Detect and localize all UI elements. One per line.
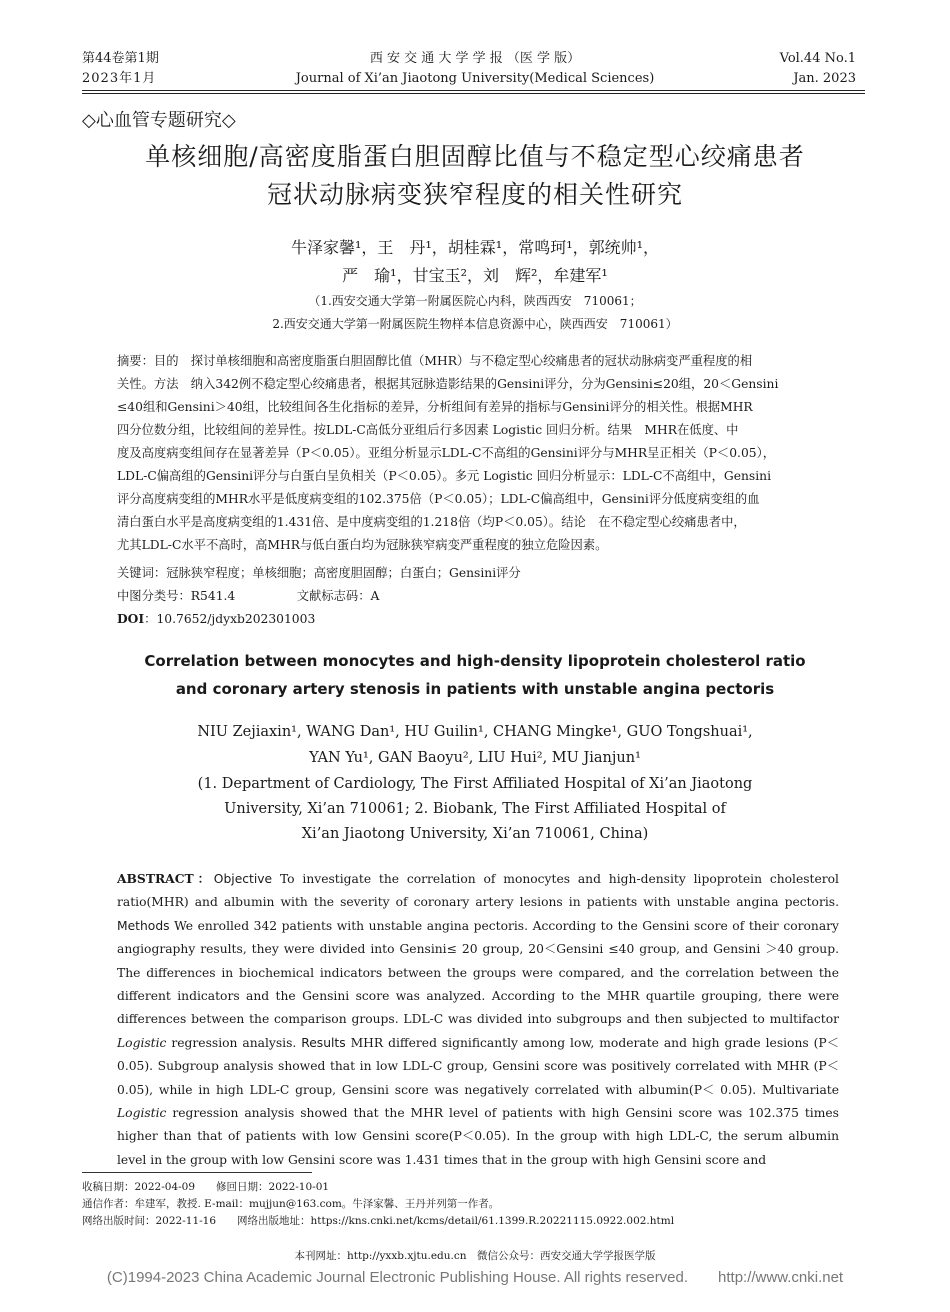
abstract-cn-line: 摘要：目的 探讨单核细胞和高密度脂蛋白胆固醇比值（MHR）与不稳定型心绞痛患者的冠状动脉病变严重程度的相 — [117, 354, 753, 368]
header-left-date: 2023年1月 — [82, 71, 157, 86]
methods-text-end: regression analysis. — [171, 1035, 297, 1050]
results-text: MHR differed significantly among low, moderate and high grade lesions (P＜0.05). Subgroup analysis showed that in low LDL-C group, Gensini score was positively correlated with MHR (P＜ 0.05), while in high LDL-C group, Gensini score was negatively correlated with albumin(P＜ 0.05). Multivariate — [117, 1035, 839, 1097]
abstract-cn-line: 四分位数分组，比较组间的差异性。按LDL-C高低分亚组后行多因素 Logistic 回归分析。结果 MHR在低度、中 — [117, 423, 739, 437]
objective-label: Objective — [213, 872, 273, 886]
abstract-cn-line: ≤40组和Gensini＞40组，比较组间各生化指标的差异，分析组间有差异的指标与Gensini评分的相关性。根据MHR — [117, 400, 753, 414]
header-right-date: Jan. 2023 — [793, 71, 856, 86]
objective-text: To investigate the correlation of monocytes and high-density lipoprotein cholesterol ratio(MHR) and albumin with the severity of coronary artery lesions in patients with unstable angina pectoris. — [117, 872, 839, 910]
classification: 中图分类号：R541.4 文献标志码：A — [117, 589, 380, 603]
header-left-volume: 第44卷第1期 — [82, 51, 159, 66]
authors-en-line2: YAN Yu¹, GAN Baoyu², LIU Hui², MU Jianjun¹ — [309, 750, 641, 766]
authors-cn-line1: 牛泽家馨¹，王 丹¹，胡桂霖¹，常鸣珂¹，郭统帅¹， — [290, 238, 660, 257]
affiliation-en-line1: (1. Department of Cardiology, The First Affiliated Hospital of Xi’an Jiaotong — [197, 776, 753, 792]
abstract-cn-line: 关性。方法 纳入342例不稳定型心绞痛患者，根据其冠脉造影结果的Gensini评分，分为Gensini≤20组，20＜Gensini — [117, 377, 779, 391]
abstract-cn-line: 评分高度病变组的MHR水平是低度病变组的102.375倍（P＜0.05）；LDL-C偏高组中，Gensini评分低度病变组的血 — [117, 492, 760, 506]
results-text-cont: regression analysis showed that the MHR level of patients with high Gensini score was 102.375 times higher than that of patients with low Gensini score(P＜0.05). In the group with high LDL-C, the serum albumin level in the group with low Gensini score was 1.431 times that in the group with high Gensini score and — [117, 1106, 839, 1167]
doi-value[interactable]: ：10.7652/jdyxb202301003 — [144, 612, 316, 626]
authors-en-line1: NIU Zejiaxin¹, WANG Dan¹, HU Guilin¹, CHANG Mingke¹, GUO Tongshuai¹, — [197, 724, 753, 740]
keywords-cn: 关键词：冠脉狭窄程度；单核细胞；高密度胆固醇；白蛋白；Gensini评分 — [117, 566, 521, 580]
title-cn-line2: 冠状动脉病变狭窄程度的相关性研究 — [266, 180, 683, 209]
footnote-online: 网络出版时间：2022-11-16 网络出版地址：https://kns.cnki.net/kcms/detail/61.1399.R.20221115.0922.002.html — [82, 1215, 675, 1227]
doi — [117, 609, 839, 627]
footnote-rule — [82, 1172, 312, 1173]
affiliation-cn-line1: （1.西安交通大学第一附属医院心内科，陕西西安 710061； — [308, 294, 642, 308]
title-en-line2: and coronary artery stenosis in patients with unstable angina pectoris — [175, 680, 775, 698]
methods-text: We enrolled 342 patients with unstable angina pectoris. According to the Gensini score of their coronary angiography results, they were divided into Gensini≤ 20 group, 20＜Gensini ≤40 group, and Gensini ＞40 group. The differences in biochemical indicators between the groups were compared, and the correlation between the different indicators and the Gensini score was analyzed. According to the MHR quartile grouping, there were differences between the comparison groups. LDL-C was divided into subgroups and then subjected to multifactor — [117, 918, 839, 1027]
footnote-dates: 收稿日期：2022-04-09 修回日期：2022-10-01 — [82, 1181, 330, 1193]
header-journal-cn: 西 安 交 通 大 学 学 报 （医 学 版） — [369, 51, 581, 66]
authors-cn-line2: 严 瑜¹，甘宝玉²，刘 辉²，牟建军¹ — [342, 266, 608, 285]
abstract-cn — [117, 350, 839, 557]
abstract-en-label: ABSTRACT： — [117, 871, 214, 886]
abstract-cn-line: LDL-C偏高组的Gensini评分与白蛋白呈负相关（P＜0.05）。多元 Logistic 回归分析显示：LDL-C不高组中，Gensini — [117, 469, 772, 483]
affiliation-en-line3: Xi’an Jiaotong University, Xi’an 710061, China) — [301, 826, 649, 842]
footnote-corresponding: 通信作者：牟建军，教授. E-mail：mujjun@163.com。牛泽家馨、王丹并列第一作者。 — [82, 1198, 500, 1210]
results-label: Results — [301, 1035, 346, 1050]
affiliation-cn-line2: 2.西安交通大学第一附属医院生物样本信息资源中心，陕西西安 710061） — [272, 317, 678, 331]
abstract-en — [117, 867, 839, 1172]
section-tag: ◇心血管专题研究◇ — [82, 110, 236, 131]
abstract-cn-line: 清白蛋白水平是高度病变组的1.431倍、是中度病变组的1.218倍（均P＜0.05）。结论 在不稳定型心绞痛患者中， — [117, 515, 746, 529]
abstract-cn-line: 度及高度病变组间存在显著差异（P＜0.05）。亚组分析显示LDL-C不高组的Gensini评分与MHR呈正相关（P＜0.05）， — [117, 446, 776, 460]
logistic-term: Logistic — [117, 1035, 167, 1050]
abstract-cn-line: 尤其LDL-C水平不高时，高MHR与低白蛋白均为冠脉狭窄病变严重程度的独立危险因素。 — [117, 538, 608, 552]
header-rule-thin — [82, 93, 865, 94]
logistic-term: Logistic — [117, 1106, 167, 1121]
copyright-watermark: (C)1994-2023 China Academic Journal Electronic Publishing House. All rights reserved. http://www.cnki.net — [106, 1269, 844, 1286]
doi-label: DOI — [117, 611, 145, 626]
affiliation-en-line2: University, Xi’an 710061; 2. Biobank, The First Affiliated Hospital of — [224, 801, 726, 817]
title-cn-line1: 单核细胞/高密度脂蛋白胆固醇比值与不稳定型心绞痛患者 — [145, 142, 805, 171]
header-journal-en: Journal of Xi’an Jiaotong University(Medical Sciences) — [295, 71, 655, 86]
title-en-line1: Correlation between monocytes and high-density lipoprotein cholesterol ratio — [144, 652, 806, 670]
site-line: 本刊网址：http://yxxb.xjtu.edu.cn 微信公众号：西安交通大学学报医学版 — [294, 1250, 656, 1262]
header-right-volume: Vol.44 No.1 — [779, 51, 856, 66]
header-rule — [82, 90, 865, 91]
methods-label: Methods — [117, 918, 170, 933]
